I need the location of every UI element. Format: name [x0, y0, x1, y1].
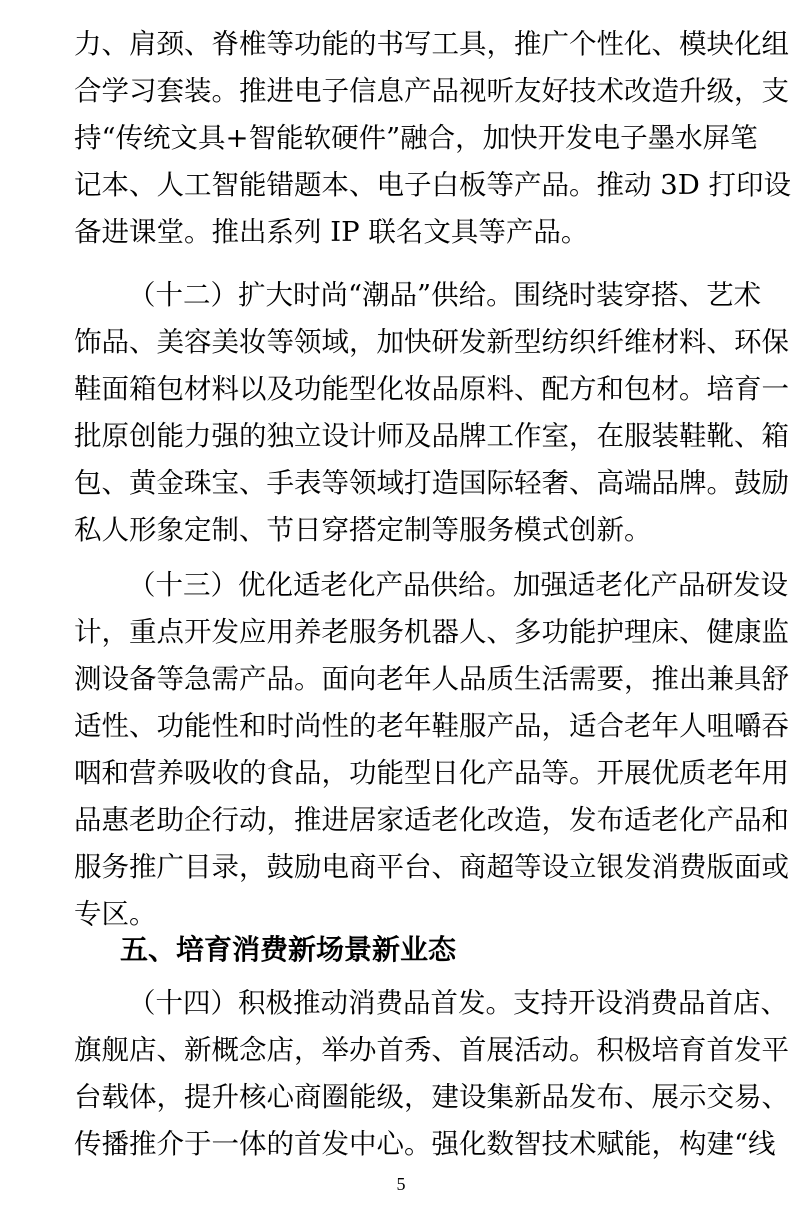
- paragraph-line: 合学习套装。推进电子信息产品视听友好技术改造升级，支: [74, 75, 789, 107]
- paragraph-line: 记本、人工智能错题本、电子白板等产品。推动 3D 打印设: [74, 169, 792, 201]
- paragraph-14-line: 传播推介于一体的首发中心。强化数智技术赋能，构建“线: [74, 1128, 776, 1160]
- paragraph-12-line: 鞋面箱包材料以及功能型化妆品原料、配方和包材。培育一: [74, 373, 789, 405]
- paragraph-13-line: 品惠老助企行动，推进居家适老化改造，发布适老化产品和: [74, 804, 789, 836]
- paragraph-13-line: 服务推广目录，鼓励电商平台、商超等设立银发消费版面或: [74, 851, 789, 883]
- page-number: 5: [396, 1174, 406, 1194]
- paragraph-13-line: 测设备等急需产品。面向老年人品质生活需要，推出兼具舒: [74, 663, 789, 695]
- paragraph-12-line: 饰品、美容美妆等领域，加快研发新型纺织纤维材料、环保: [74, 326, 789, 358]
- paragraph-line: 力、肩颈、脊椎等功能的书写工具，推广个性化、模块化组: [74, 28, 789, 60]
- paragraph-12-line: 包、黄金珠宝、手表等领域打造国际轻奢、高端品牌。鼓励: [74, 467, 789, 499]
- paragraph-12-line: （十二）扩大时尚“潮品”供给。围绕时装穿搭、艺术: [128, 279, 762, 311]
- paragraph-14-line: 旗舰店、新概念店，举办首秀、首展活动。积极培育首发平: [74, 1034, 789, 1066]
- paragraph-13-line: 咽和营养吸收的食品，功能型日化产品等。开展优质老年用: [74, 757, 789, 789]
- paragraph-12-line: 私人形象定制、节日穿搭定制等服务模式创新。: [74, 514, 652, 546]
- paragraph-line: 备进课堂。推出系列 IP 联名文具等产品。: [74, 216, 589, 248]
- paragraph-14-line: 台载体，提升核心商圈能级，建设集新品发布、展示交易、: [74, 1081, 789, 1113]
- paragraph-14-line: （十四）积极推动消费品首发。支持开设消费品首店、: [128, 987, 788, 1019]
- paragraph-line: 持“传统文具+智能软硬件”融合，加快开发电子墨水屏笔: [74, 122, 758, 154]
- paragraph-13-line: （十三）优化适老化产品供给。加强适老化产品研发设: [128, 569, 788, 601]
- paragraph-12-line: 批原创能力强的独立设计师及品牌工作室，在服装鞋靴、箱: [74, 420, 789, 452]
- paragraph-13-line: 适性、功能性和时尚性的老年鞋服产品，适合老年人咀嚼吞: [74, 710, 789, 742]
- paragraph-13-line: 专区。: [74, 898, 157, 930]
- paragraph-13-line: 计，重点开发应用养老服务机器人、多功能护理床、健康监: [74, 616, 789, 648]
- section-heading: 五、培育消费新场景新业态: [120, 933, 457, 966]
